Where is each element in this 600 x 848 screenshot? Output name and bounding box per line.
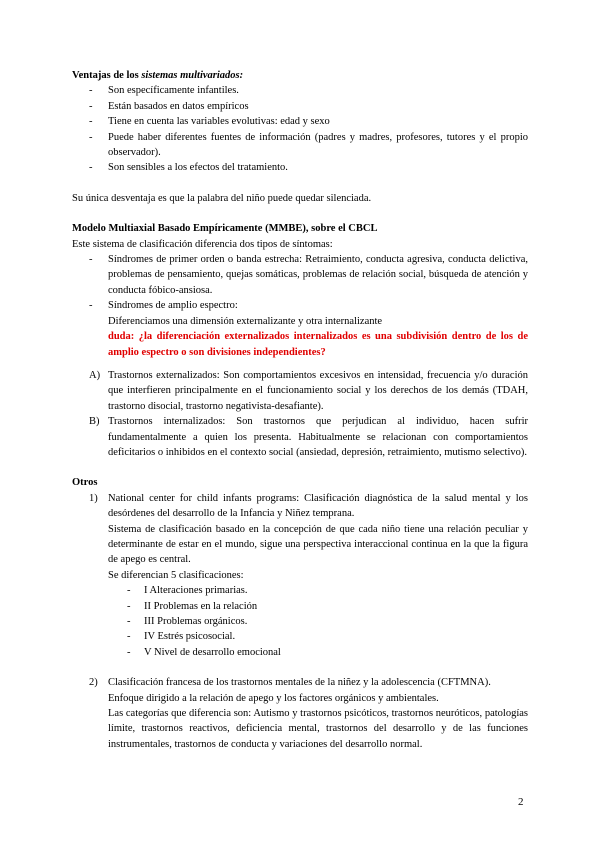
sub-list-item: - II Problemas en la relación — [108, 599, 528, 614]
list-item: - Están basados en datos empíricos — [72, 99, 528, 114]
item-line: National center for child infants programs: Clasificación diagnóstica de la salud mental y los desórdenes del desarrollo de la Infancia y Niñez temprana. — [108, 492, 528, 520]
list-item — [72, 491, 528, 675]
disadvantage-text: Su única desventaja es que la palabra del niño puede quedar silenciada. — [72, 192, 372, 204]
item-line: Se diferencian 5 clasificaciones: — [108, 569, 244, 581]
sub-list-item: - IV Estrés psicosocial. — [108, 629, 528, 644]
list-item-text: Trastornos internalizados: Son trastornos que perjudican al individuo, hacen sufrir fundamentalmente a quien los presenta. Habitualmente se relacionan con comportamientos deficitarios o inhibidos en el contexto social (ansiedad, depresión, retraimiento, mutismo selectivo). — [108, 416, 528, 458]
list-item: - Son sensibles a los efectos del tratamiento. — [72, 160, 528, 175]
list-item: - Síndromes de primer orden o banda estrecha: Retraimiento, conducta agresiva, conducta delictiva, problemas de pensamiento, quejas somáticas, problemas de relación social, búsqueda de atención y conducta fóbico-ansiosa. — [72, 252, 528, 298]
disorders-list — [72, 368, 528, 460]
item-line: Enfoque dirigido a la relación de apego y los factores orgánicos y ambientales. — [108, 692, 439, 704]
list-item — [72, 414, 528, 460]
broad-detail: Diferenciamos una dimensión externalizante y otra internalizante — [108, 315, 383, 327]
syndromes-list — [72, 252, 528, 360]
item-line: Clasificación francesa de los trastornos mentales de la niñez y la adolescencia (CFTMNA). — [108, 677, 491, 689]
list-item — [72, 368, 528, 414]
list-marker: 2) — [89, 677, 98, 689]
sub-list-item: - III Problemas orgánicos. — [108, 614, 528, 629]
list-marker: A) — [89, 369, 101, 381]
item-line: Sistema de clasificación basado en la concepción de que cada niño tiene una relación peculiar y determinante de estar en el mundo, sigue una perspectiva interaccional continua en la que la figura de apego es central. — [108, 523, 528, 566]
section-title-mmbe: Modelo Multiaxial Basado Empíricamente (MMBE), sobre el CBCL — [72, 223, 378, 235]
section-intro: Este sistema de clasificación diferencia dos tipos de síntomas: — [72, 238, 333, 250]
list-item: - Puede haber diferentes fuentes de información (padres y madres, profesores, tutores y el propio observador). — [72, 130, 528, 161]
classifications-list — [108, 583, 528, 660]
list-item-label: Síndromes de amplio espectro: — [108, 300, 238, 312]
sub-list-item: - I Alteraciones primarias. — [108, 583, 528, 598]
list-item — [72, 298, 528, 360]
list-marker: 1) — [89, 492, 98, 504]
item-line: Las categorías que diferencia son: Autismo y trastornos psicóticos, trastornos neuróticos, patologías límite, trastornos reactivos, deficiencia mental, trastornos del desarrollo y de las funciones instrumentales, trastornos de conducta y variaciones del desarrollo normal. — [108, 708, 528, 750]
others-list — [72, 491, 528, 753]
section-title-advantages: Ventajas de los sistemas multivariados: — [72, 70, 244, 81]
list-item — [72, 675, 528, 752]
page-number: 2 — [518, 796, 524, 808]
list-item: - Tiene en cuenta las variables evolutivas: edad y sexo — [72, 114, 528, 129]
list-item: - Son específicamente infantiles. — [72, 83, 528, 98]
advantages-list — [72, 83, 528, 175]
list-item-text: Trastornos externalizados: Son comportamientos excesivos en intensidad, frecuencia y/o duración que interfieren principalmente en el funcionamiento social y los derechos de los demás (TDAH, trastorno disocial, trastorno negativista-desafiante). — [108, 369, 528, 412]
doubt-note: duda: ¿la diferenciación externalizados internalizados es una subdivisión dentro de los de amplio espectro o son divisiones independientes? — [108, 331, 528, 358]
sub-list-item: - V Nivel de desarrollo emocional — [108, 645, 528, 660]
section-title-others: Otros — [72, 477, 98, 489]
page-content — [72, 68, 528, 752]
list-marker: B) — [89, 416, 100, 428]
